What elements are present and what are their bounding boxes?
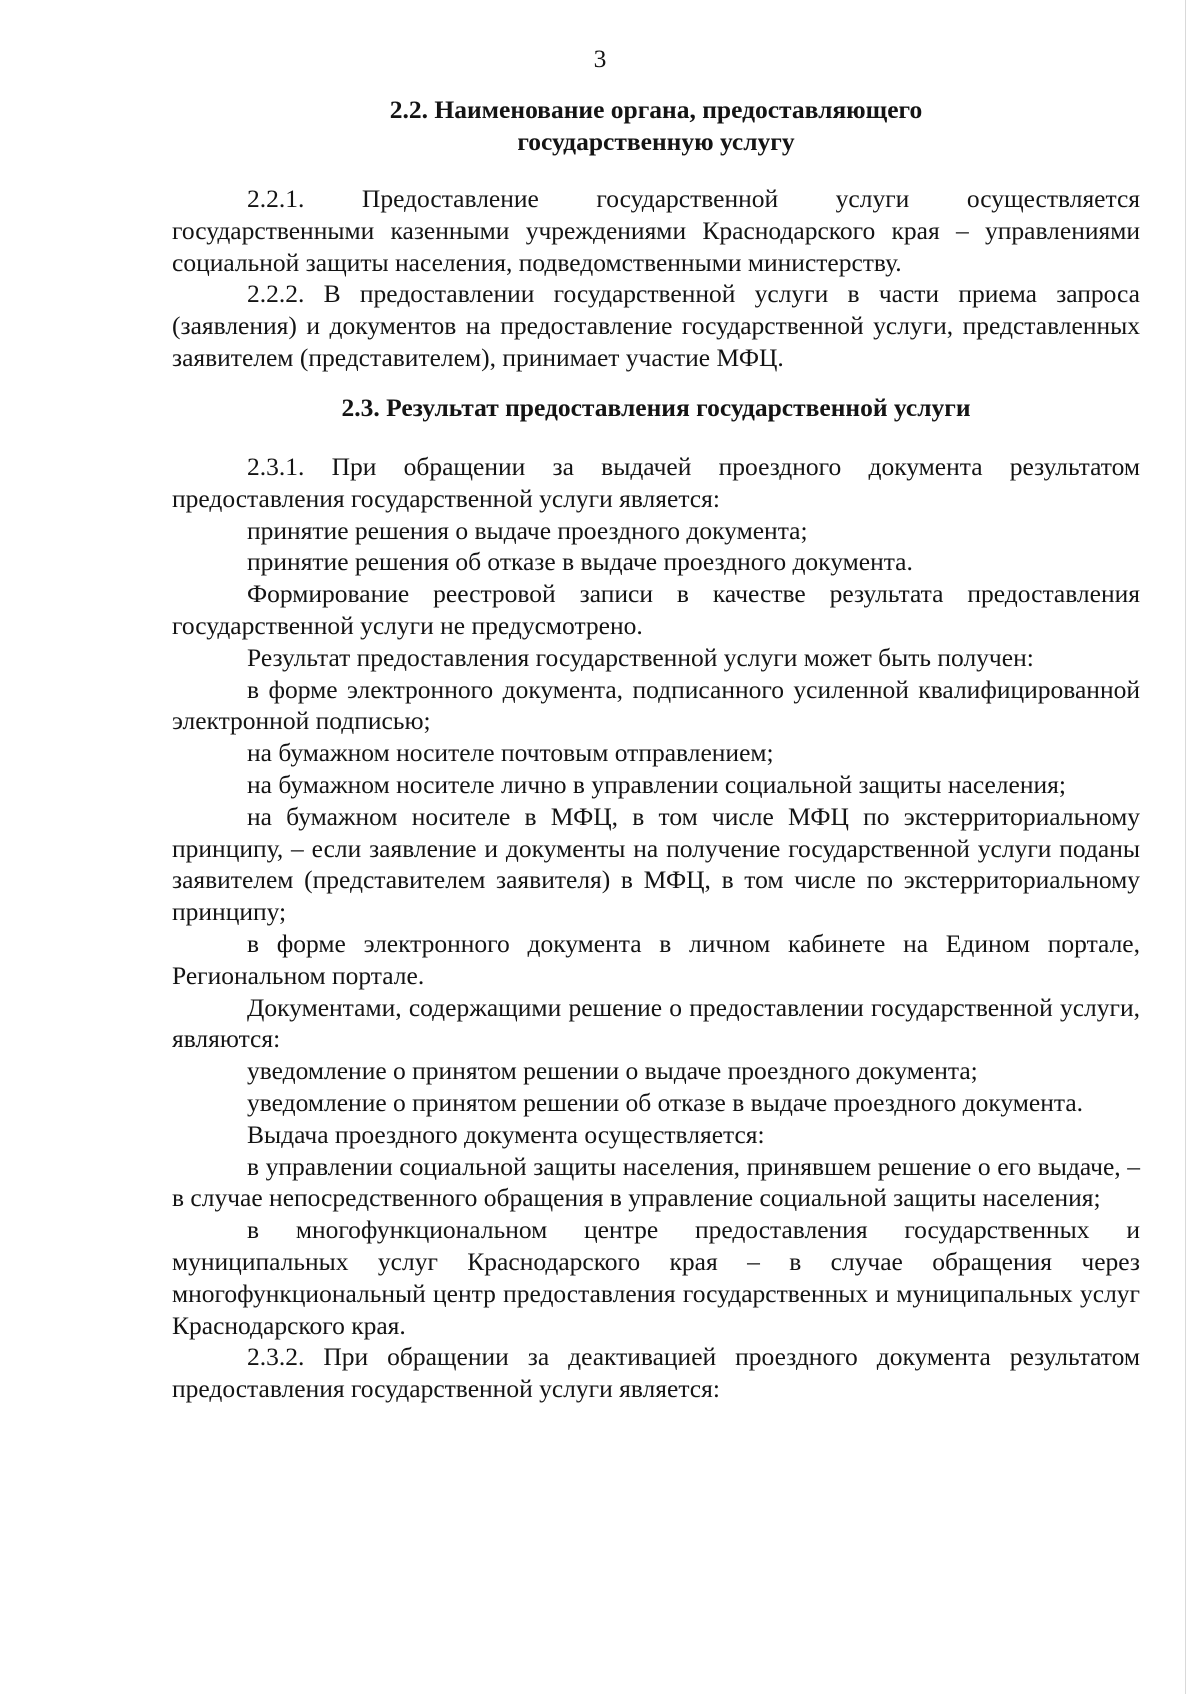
paragraph: в управлении социальной защиты населения, принявшем решение о его выдаче, – в случае непосредственного обращения в управление социальной защиты населения; [172,1151,1140,1213]
paragraph: на бумажном носителе в МФЦ, в том числе МФЦ по экстерриториальному принципу, – если заявление и документы на получение государственной услуги поданы заявителем (представителем заявителя) в МФЦ, в том числе по экстерриториальному принципу; [172,801,1140,927]
paragraph-2-2-1: 2.2.1. Предоставление государственной услуги осуществляется государственными казенными учреждениями Краснодарского края – управлениями социальной защиты населения, подведомственными министерству. [172,184,1140,277]
paragraph: Формирование реестровой записи в качестве результата предоставления государственной услуги не предусмотрено. [172,579,1140,640]
paragraph: 2.3.1. При обращении за выдачей проездного документа результатом предоставления государственной услуги является: [172,452,1140,513]
scan-edge-line [1185,0,1186,1694]
section-2-3-body [172,451,1140,1405]
paragraph: в форме электронного документа, подписанного усиленной квалифицированной электронной подписью; [172,674,1140,736]
section-2-3-heading: 2.3. Результат предоставления государственной услуги [341,393,971,422]
paragraph: в многофункциональном центре предоставления государственных и муниципальных услуг Краснодарского края – в случае обращения через многофункциональный центр предоставления государственных и муниципальных услуг Краснодарского края. [172,1215,1140,1340]
paragraph: уведомление о принятом решении о выдаче проездного документа; [247,1056,978,1086]
paragraph: принятие решения об отказе в выдаче проездного документа. [247,547,913,577]
paragraph: уведомление о принятом решении об отказе в выдаче проездного документа. [247,1087,1084,1117]
section-2-2-heading-line2: государственную услугу [517,127,795,156]
paragraph: на бумажном носителе лично в управлении социальной защиты населения; [247,769,1066,799]
paragraph: в форме электронного документа в личном кабинете на Едином портале, Региональном портале. [172,928,1140,990]
paragraph: принятие решения о выдаче проездного документа; [247,515,808,545]
paragraph: 2.3.2. При обращении за деактивацией проездного документа результатом предоставления государственной услуги является: [172,1342,1140,1404]
paragraph: Результат предоставления государственной услуги может быть получен: [247,642,1034,672]
section-2-2-heading [172,94,1140,158]
section-2-2-body [172,183,1140,374]
page-number: 3 [593,44,607,73]
paragraph: Выдача проездного документа осуществляется: [247,1119,765,1149]
paragraph-2-2-2: 2.2.2. В предоставлении государственной услуги в части приема запроса (заявления) и документов на предоставление государственной услуги, представленных заявителем (представителем), принимает участие МФЦ. [172,279,1140,372]
paragraph: на бумажном носителе почтовым отправлением; [247,738,774,768]
section-2-2-heading-line1: 2.2. Наименование органа, предоставляющего [389,95,923,124]
paragraph: Документами, содержащими решение о предоставлении государственной услуги, являются: [172,992,1140,1054]
